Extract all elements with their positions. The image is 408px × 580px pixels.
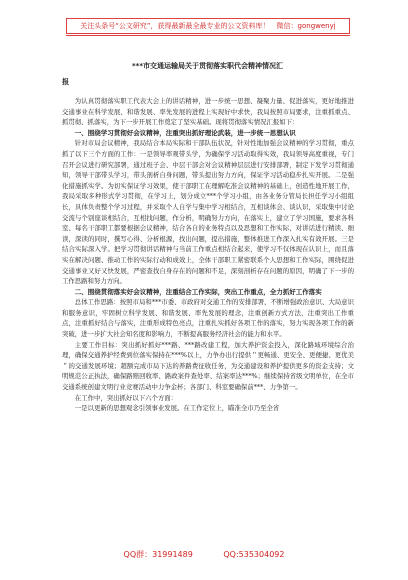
footer-contact bbox=[0, 549, 408, 560]
aspect-1-paragraph: 一是以更新的思想观念引领事业发展。在工作定位上，瞄准全市乃至全省 bbox=[74, 404, 280, 413]
footer-qq: QQ:535304092 bbox=[223, 550, 285, 559]
work-approach-paragraph: 总体工作思路：按照市局和***市委、市政府对交通工作的安排部署，不断增强政治意识、大局意识和服务意识，牢固树立科学发展、和谐发展、率先发展的理念，注重创新方式方法，注重突出工作重点，注重抓好结合与落实，注重形成特色亮点，注重扎实抓好各项工作的落实，努力实现各项工作的新突破，进一步扩大社会知名度和影响力，不断提高服务经济社会的能力和水平。 bbox=[62, 298, 354, 339]
document-title-continued: 报 bbox=[62, 78, 69, 86]
document-title: ***市交通运输局关于贯彻落实职代会精神情况汇 bbox=[132, 62, 283, 70]
work-goals-paragraph: 主要工作目标：突出抓好抓好***路、***路改建工程，加大养护资金投入，深化路域环境综合治理，确保交通养护经费到位落实保持在***%以上，力争办出行提供＂更畅通、更安全、更便捷、更优美＂的交通发展环境；超额完成市局下达的养路费征收任务，为交通建设和养护提供更多的资金支持；文明规范公正执法，确保路赔回收率、路政案件查处率、结案率达***%；继续保持省级文明单位，在全市交通系统创建文明行业竞赛活动中力争金杯；各部门、科室要确保前***、力争第一。 bbox=[62, 340, 354, 392]
six-aspects-paragraph: 在工作中，突出抓好以下六个方面： bbox=[74, 393, 178, 402]
footer-qq-group: QQ群：31991489 bbox=[123, 550, 193, 559]
intro-paragraph: 为认真贯彻落实职工代表大会上的讲话精神，进一步统一思想、凝聚力量、促进落实，更好地推进交通事业在科学发展、和谐发展、率先发展的进程上实现好中求快，我局按照市局要求，注重抓重点、抓贯彻、抓落实，为下一步开展工作奠定了坚实基础。现将贯彻落实情况汇报如下： bbox=[62, 97, 354, 127]
section-heading-2: 二、围绕贯彻落实好会议精神，注重结合工作实际，突出工作重点，全力抓好工作落实 bbox=[74, 287, 322, 296]
document-body bbox=[62, 60, 354, 414]
promo-banner-text: 关注头条号“公文研究”，获得最新最全最专业的公文资料库！ 微信：gongwenyj bbox=[80, 22, 336, 30]
section-1-paragraph: 针对市局会议精神，我局结合本局实际和干部队伍状况，针对性地加强会议精神的学习贯彻，重点抓了以下三个方面的工作：一是领导率观带头学，为确保学习活动取得实效，我局领导高度重视，专门召开会议进行研究部署，通过班子会、中层干部会对会议精神层层进行安排部署，制定下发学习贯彻通知，领导干部带头学习，带头剖析自身问题，带头提出努力方向，保证学习活动稳步扎实开展。二是强化措施抓实学。为切实保证学习效果，使干部职工在理解吃准会议精神的基础上，创造性地开展工作，我局采取多种形式学习贯彻，在学习上，划分成立***个学习小组，由各业务分管局长担任学习小组组长，具体负责整个学习过程，并采取个人自学与集中学习相结合，互相谈体会、谈认识，采取集中讨论交流与个别座谈相结合，互相找问题，作分析，明确努力方向，在落实上，建立了学习国施，要求各科室、每名干部职工都要根据会议精神，结合各自的业务特点以及思想和工作实际，对讲话进行精读、细读，深读的同时，撰写心得、分析根源，找出问题，提出措施，整体推进工作深入扎实有效开展。三是结合实际深入学。把学习贯彻讲话精神与当前工作重点相结合起来，使学习不仅体现在认识上，而且落实在解决问题、推动工作的实际行动和成效上，全体干部职工紧密联系个人思想和工作实际，围绕促进交通事业又好又快发展，严密查找自身存在的问题和不足，深刻剖析存在问题的原因，明确了下一步的工作思路和努力方向。 bbox=[62, 139, 354, 286]
banner-divider bbox=[66, 35, 350, 36]
promo-banner bbox=[66, 18, 350, 34]
section-heading-1: 一、围绕学习贯彻好会议精神，注重突出抓好理论武装，进一步统一思想认识 bbox=[74, 128, 296, 137]
